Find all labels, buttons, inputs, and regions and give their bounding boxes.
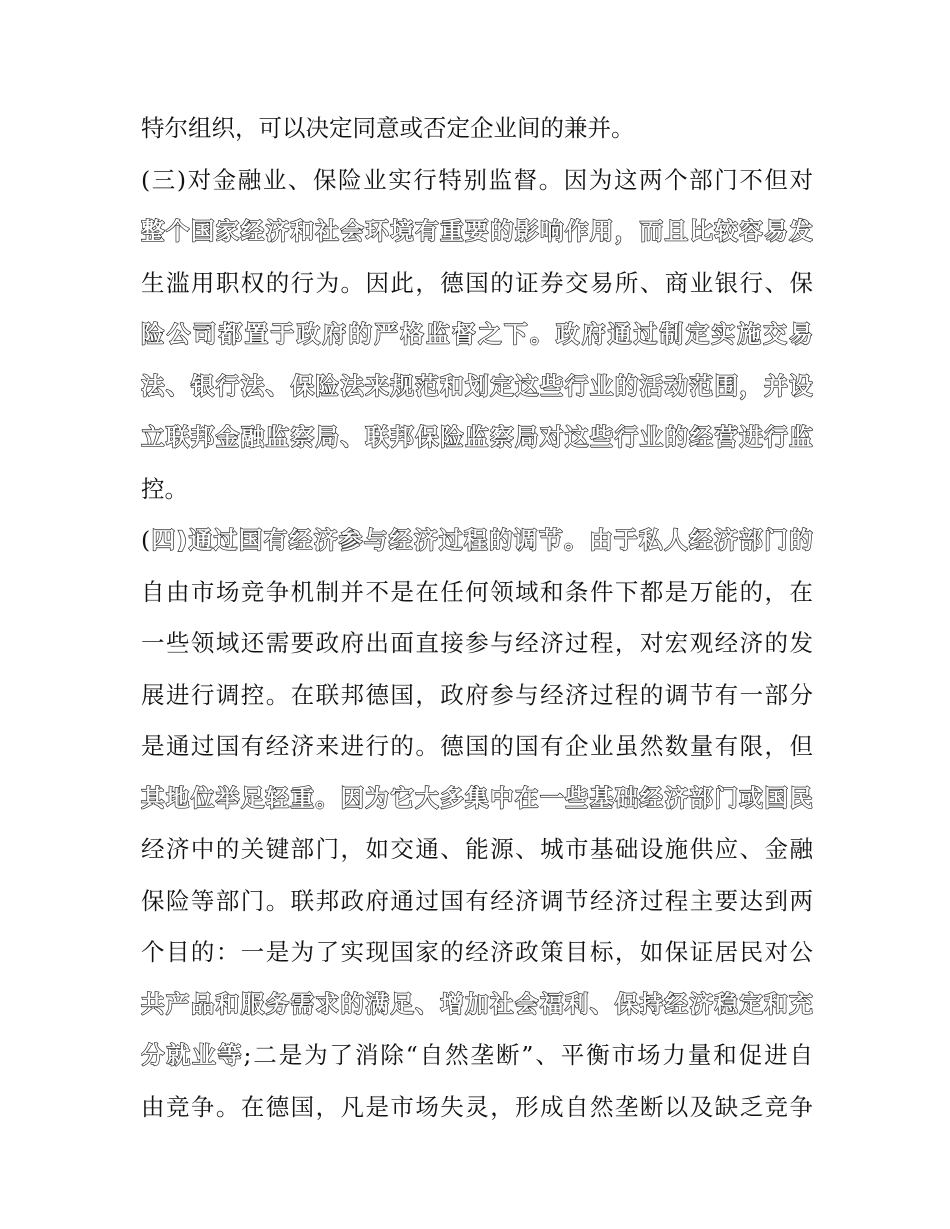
text-segment: 保险等部门。联邦政府通过国有经济调节经济过程主要达到两 (141, 886, 813, 915)
outlined-text-segment: 整个国家经济和社会环境有重要的影响作用，而且比较容易发 (141, 217, 813, 245)
body-text (141, 103, 813, 1133)
text-line (141, 515, 813, 567)
text-line (141, 258, 813, 310)
text-line (141, 464, 813, 516)
text-segment: 由竞争。在德国，凡是市场失灵，形成自然垄断以及缺乏竞争 (141, 1092, 813, 1121)
outlined-text-segment: 其地位举足轻重。因为它大多集中在一些基础经济部门或国民 (141, 783, 813, 812)
text-line (141, 927, 813, 979)
text-line (141, 1082, 813, 1134)
text-line (141, 824, 813, 876)
text-line (141, 773, 813, 825)
text-line (141, 618, 813, 670)
text-segment: 展进行调控。在联邦德国，政府参与经济过程的调节有一部分 (141, 680, 813, 709)
text-segment: ;二是为了消除“自然垄断”、平衡市场力量和促进自 (243, 1041, 813, 1069)
text-segment: 生滥用职权的行为。因此，德国的证券交易所、商业银行、保 (141, 268, 813, 297)
text-line (141, 876, 813, 928)
text-segment: 一些领域还需要政府出面直接参与经济过程，对宏观经济的发 (141, 629, 813, 657)
text-segment: 个目的：一是为了实现国家的经济政策目标，如保证居民对公 (141, 938, 813, 966)
text-line (141, 979, 813, 1031)
outlined-text-segment: 四)通过国有经济参与经济过程的调节。由于私人经济部门的 (150, 526, 813, 554)
text-segment: 控。 (141, 474, 188, 503)
text-segment: (三)对金融业、保险业实行特别监督。因为这两个部门不但对 (141, 165, 813, 194)
text-line (141, 567, 813, 619)
text-line (141, 1030, 813, 1082)
outlined-text-segment: 法、银行法、保险法来规范和划定这些行业的活动范围，并设 (141, 371, 813, 400)
text-line (141, 155, 813, 207)
text-segment: 是通过国有经济来进行的。德国的国有企业虽然数量有限，但 (141, 732, 813, 760)
text-line (141, 361, 813, 413)
text-line (141, 412, 813, 464)
text-line (141, 670, 813, 722)
outlined-text-segment: 险公司都置于政府的严格监督之下。政府通过制定实施交易 (141, 320, 813, 348)
text-segment: 经济中的关键部门，如交通、能源、城市基础设施供应、金融 (141, 835, 813, 863)
text-segment: 自由市场竞争机制并不是在任何领域和条件下都是万能的，在 (141, 577, 813, 606)
outlined-text-segment: 分就业等 (141, 1041, 244, 1069)
outlined-text-segment: 立联邦金融监察局、联邦保险监察局对这些行业的经营进行监 (141, 423, 813, 451)
outlined-text-segment: 共产品和服务需求的满足、增加社会福利、保持经济稳定和充 (141, 989, 813, 1018)
text-segment: ( (141, 526, 151, 554)
text-line (141, 103, 813, 155)
text-line (141, 206, 813, 258)
text-line (141, 721, 813, 773)
text-line (141, 309, 813, 361)
text-segment: 特尔组织，可以决定同意或否定企业间的兼并。 (141, 114, 635, 142)
